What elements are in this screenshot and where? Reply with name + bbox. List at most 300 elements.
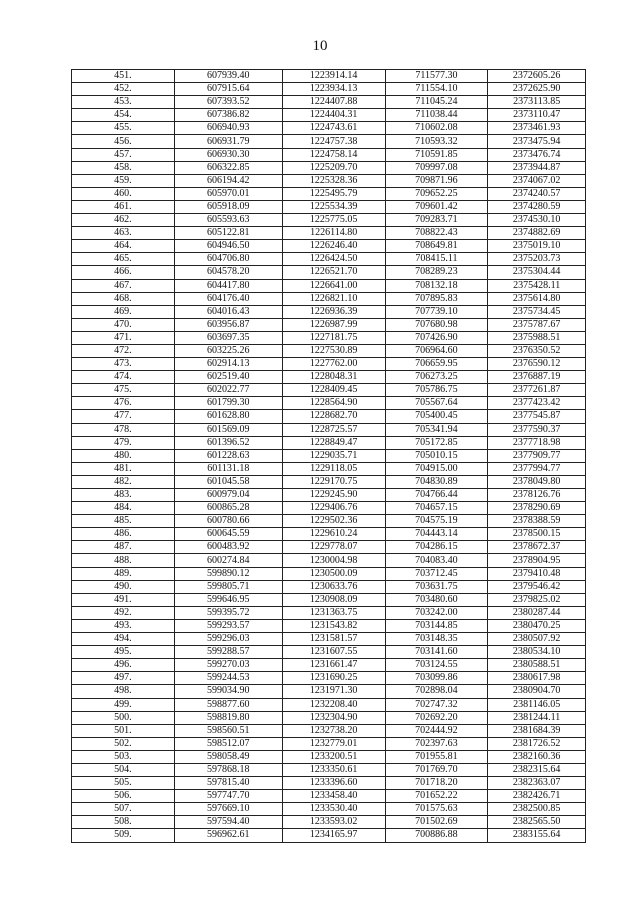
coord-x2-cell: 710602.08 (385, 122, 488, 135)
coord-x2-cell: 703144.85 (385, 619, 488, 632)
coord-y1-cell: 1233396.60 (282, 777, 385, 790)
coord-y2-cell: 2377545.87 (488, 410, 586, 423)
coord-y2-cell: 2377718.98 (488, 436, 586, 449)
coord-y1-cell: 1229502.36 (282, 515, 385, 528)
table-row (72, 331, 586, 344)
coord-x1-cell: 603697.35 (174, 331, 282, 344)
coord-y2-cell: 2380534.10 (488, 646, 586, 659)
point-number-cell: 491. (72, 593, 175, 606)
coord-x2-cell: 704575.19 (385, 515, 488, 528)
coord-x2-cell: 701955.81 (385, 750, 488, 763)
coordinates-table-body (72, 70, 586, 843)
coord-y2-cell: 2372625.90 (488, 83, 586, 96)
point-number-cell: 481. (72, 462, 175, 475)
coord-y1-cell: 1226424.50 (282, 253, 385, 266)
coord-x1-cell: 606931.79 (174, 135, 282, 148)
coord-y1-cell: 1223914.14 (282, 70, 385, 83)
coord-y2-cell: 2373476.74 (488, 148, 586, 161)
coord-x2-cell: 706273.25 (385, 371, 488, 384)
coord-y2-cell: 2377261.87 (488, 384, 586, 397)
coord-x2-cell: 704766.44 (385, 489, 488, 502)
coord-x1-cell: 599270.03 (174, 659, 282, 672)
table-row (72, 541, 586, 554)
point-number-cell: 505. (72, 777, 175, 790)
coord-y2-cell: 2375787.67 (488, 318, 586, 331)
coord-y1-cell: 1229778.07 (282, 541, 385, 554)
point-number-cell: 457. (72, 148, 175, 161)
coord-y2-cell: 2381244.11 (488, 711, 586, 724)
coord-y2-cell: 2374882.69 (488, 227, 586, 240)
coord-x1-cell: 606940.93 (174, 122, 282, 135)
coord-y2-cell: 2373113.85 (488, 96, 586, 109)
point-number-cell: 467. (72, 279, 175, 292)
coord-y2-cell: 2378290.69 (488, 502, 586, 515)
coord-y2-cell: 2381684.39 (488, 724, 586, 737)
coord-x1-cell: 607393.52 (174, 96, 282, 109)
coord-y2-cell: 2380588.51 (488, 659, 586, 672)
coord-y1-cell: 1224743.61 (282, 122, 385, 135)
coord-x1-cell: 607386.82 (174, 109, 282, 122)
table-row (72, 436, 586, 449)
coord-x1-cell: 600780.66 (174, 515, 282, 528)
coord-x2-cell: 708649.81 (385, 240, 488, 253)
table-row (72, 266, 586, 279)
table-row (72, 96, 586, 109)
coord-y1-cell: 1231607.55 (282, 646, 385, 659)
coord-y2-cell: 2383155.64 (488, 829, 586, 842)
coord-x1-cell: 600645.59 (174, 528, 282, 541)
point-number-cell: 453. (72, 96, 175, 109)
coord-y1-cell: 1229170.75 (282, 475, 385, 488)
coord-y2-cell: 2375734.45 (488, 305, 586, 318)
point-number-cell: 487. (72, 541, 175, 554)
coord-y1-cell: 1229245.90 (282, 489, 385, 502)
coord-y1-cell: 1229610.24 (282, 528, 385, 541)
coord-y1-cell: 1231690.25 (282, 672, 385, 685)
coord-x2-cell: 704443.14 (385, 528, 488, 541)
coord-x2-cell: 703141.60 (385, 646, 488, 659)
coord-x1-cell: 598512.07 (174, 737, 282, 750)
coord-x2-cell: 703480.60 (385, 593, 488, 606)
coord-x2-cell: 709652.25 (385, 187, 488, 200)
coord-y2-cell: 2380470.25 (488, 619, 586, 632)
point-number-cell: 458. (72, 161, 175, 174)
coord-x1-cell: 601228.63 (174, 449, 282, 462)
coord-x1-cell: 606194.42 (174, 174, 282, 187)
table-row (72, 122, 586, 135)
coord-y2-cell: 2378388.59 (488, 515, 586, 528)
coord-y2-cell: 2375304.44 (488, 266, 586, 279)
table-row (72, 672, 586, 685)
coord-y2-cell: 2382426.71 (488, 790, 586, 803)
coord-y2-cell: 2373461.93 (488, 122, 586, 135)
coord-y2-cell: 2380507.92 (488, 633, 586, 646)
point-number-cell: 474. (72, 371, 175, 384)
coord-x1-cell: 599805.71 (174, 580, 282, 593)
coord-x2-cell: 708289.23 (385, 266, 488, 279)
table-row (72, 528, 586, 541)
coord-x1-cell: 602022.77 (174, 384, 282, 397)
point-number-cell: 508. (72, 816, 175, 829)
point-number-cell: 472. (72, 344, 175, 357)
table-row (72, 633, 586, 646)
coord-x2-cell: 711577.30 (385, 70, 488, 83)
table-row (72, 371, 586, 384)
coord-x1-cell: 601799.30 (174, 397, 282, 410)
coord-y1-cell: 1227762.00 (282, 358, 385, 371)
point-number-cell: 469. (72, 305, 175, 318)
coord-y2-cell: 2375614.80 (488, 292, 586, 305)
coord-y1-cell: 1229118.05 (282, 462, 385, 475)
table-row (72, 253, 586, 266)
table-row (72, 70, 586, 83)
coord-y2-cell: 2380617.98 (488, 672, 586, 685)
coord-y1-cell: 1234165.97 (282, 829, 385, 842)
coord-y2-cell: 2378672.37 (488, 541, 586, 554)
coord-x1-cell: 598058.49 (174, 750, 282, 763)
coord-y1-cell: 1231661.47 (282, 659, 385, 672)
table-row (72, 593, 586, 606)
coord-y1-cell: 1231581.57 (282, 633, 385, 646)
coord-y1-cell: 1226821.10 (282, 292, 385, 305)
point-number-cell: 499. (72, 698, 175, 711)
coord-x2-cell: 711038.44 (385, 109, 488, 122)
coord-x1-cell: 597594.40 (174, 816, 282, 829)
point-number-cell: 478. (72, 423, 175, 436)
coord-x2-cell: 705010.15 (385, 449, 488, 462)
coord-y2-cell: 2373110.47 (488, 109, 586, 122)
coord-x2-cell: 702444.92 (385, 724, 488, 737)
point-number-cell: 492. (72, 606, 175, 619)
table-row (72, 606, 586, 619)
coord-y2-cell: 2375428.11 (488, 279, 586, 292)
coord-x1-cell: 602914.13 (174, 358, 282, 371)
table-row (72, 240, 586, 253)
coord-y2-cell: 2374530.10 (488, 214, 586, 227)
table-row (72, 515, 586, 528)
coord-y1-cell: 1229406.76 (282, 502, 385, 515)
coord-x1-cell: 602519.40 (174, 371, 282, 384)
point-number-cell: 484. (72, 502, 175, 515)
coord-y1-cell: 1224404.31 (282, 109, 385, 122)
table-row (72, 449, 586, 462)
point-number-cell: 490. (72, 580, 175, 593)
coord-x1-cell: 599288.57 (174, 646, 282, 659)
coord-y1-cell: 1228725.57 (282, 423, 385, 436)
table-row (72, 711, 586, 724)
point-number-cell: 468. (72, 292, 175, 305)
coord-y1-cell: 1230633.76 (282, 580, 385, 593)
coord-y1-cell: 1226521.70 (282, 266, 385, 279)
coord-x1-cell: 599296.03 (174, 633, 282, 646)
coord-y1-cell: 1232304.90 (282, 711, 385, 724)
point-number-cell: 470. (72, 318, 175, 331)
coord-x1-cell: 597868.18 (174, 763, 282, 776)
coord-x2-cell: 701769.70 (385, 763, 488, 776)
point-number-cell: 504. (72, 763, 175, 776)
coord-x1-cell: 604176.40 (174, 292, 282, 305)
coord-y2-cell: 2382500.85 (488, 803, 586, 816)
coord-y1-cell: 1233530.40 (282, 803, 385, 816)
coord-y2-cell: 2376590.12 (488, 358, 586, 371)
coord-y1-cell: 1231971.30 (282, 685, 385, 698)
coord-y2-cell: 2376350.52 (488, 344, 586, 357)
coord-x1-cell: 597815.40 (174, 777, 282, 790)
coord-y1-cell: 1233200.51 (282, 750, 385, 763)
point-number-cell: 456. (72, 135, 175, 148)
coord-x1-cell: 605918.09 (174, 200, 282, 213)
table-row (72, 462, 586, 475)
coord-x1-cell: 604578.20 (174, 266, 282, 279)
coord-y1-cell: 1228048.31 (282, 371, 385, 384)
coord-y2-cell: 2375988.51 (488, 331, 586, 344)
point-number-cell: 485. (72, 515, 175, 528)
coord-y1-cell: 1232208.40 (282, 698, 385, 711)
point-number-cell: 459. (72, 174, 175, 187)
table-row (72, 646, 586, 659)
coord-y2-cell: 2382565.50 (488, 816, 586, 829)
table-row (72, 148, 586, 161)
coord-y2-cell: 2380904.70 (488, 685, 586, 698)
point-number-cell: 488. (72, 554, 175, 567)
coord-x1-cell: 600483.92 (174, 541, 282, 554)
coord-x2-cell: 705786.75 (385, 384, 488, 397)
coord-x1-cell: 600865.28 (174, 502, 282, 515)
coord-y1-cell: 1228682.70 (282, 410, 385, 423)
coord-y2-cell: 2378904.95 (488, 554, 586, 567)
table-row (72, 318, 586, 331)
page-number: 10 (312, 38, 328, 54)
point-number-cell: 500. (72, 711, 175, 724)
coord-x2-cell: 708822.43 (385, 227, 488, 240)
coord-y1-cell: 1233458.40 (282, 790, 385, 803)
coord-y1-cell: 1230908.09 (282, 593, 385, 606)
table-row (72, 567, 586, 580)
coord-x2-cell: 705172.85 (385, 436, 488, 449)
coord-y1-cell: 1224757.38 (282, 135, 385, 148)
point-number-cell: 460. (72, 187, 175, 200)
table-row (72, 750, 586, 763)
coord-y2-cell: 2382315.64 (488, 763, 586, 776)
coord-x2-cell: 704286.15 (385, 541, 488, 554)
coord-y2-cell: 2376887.19 (488, 371, 586, 384)
coord-y1-cell: 1230500.09 (282, 567, 385, 580)
table-row (72, 161, 586, 174)
coord-x2-cell: 704830.89 (385, 475, 488, 488)
table-row (72, 135, 586, 148)
coord-y2-cell: 2373475.94 (488, 135, 586, 148)
coord-x1-cell: 596962.61 (174, 829, 282, 842)
coord-x1-cell: 607915.64 (174, 83, 282, 96)
table-row (72, 724, 586, 737)
coord-y1-cell: 1226114.80 (282, 227, 385, 240)
table-row (72, 489, 586, 502)
coord-x1-cell: 601396.52 (174, 436, 282, 449)
coord-y2-cell: 2374280.59 (488, 200, 586, 213)
point-number-cell: 493. (72, 619, 175, 632)
point-number-cell: 463. (72, 227, 175, 240)
coord-x1-cell: 600274.84 (174, 554, 282, 567)
coord-x2-cell: 710593.32 (385, 135, 488, 148)
coord-y1-cell: 1225495.79 (282, 187, 385, 200)
coord-x1-cell: 597669.10 (174, 803, 282, 816)
coord-x2-cell: 709997.08 (385, 161, 488, 174)
coord-x1-cell: 604706.80 (174, 253, 282, 266)
table-row (72, 659, 586, 672)
coord-y1-cell: 1225209.70 (282, 161, 385, 174)
coord-x1-cell: 605970.01 (174, 187, 282, 200)
coord-x2-cell: 708132.18 (385, 279, 488, 292)
table-row (72, 737, 586, 750)
coord-y2-cell: 2374067.02 (488, 174, 586, 187)
coord-x2-cell: 705341.94 (385, 423, 488, 436)
point-number-cell: 455. (72, 122, 175, 135)
coord-x2-cell: 703631.75 (385, 580, 488, 593)
coord-x1-cell: 600979.04 (174, 489, 282, 502)
coord-x2-cell: 702692.20 (385, 711, 488, 724)
table-row (72, 816, 586, 829)
coord-x1-cell: 604016.43 (174, 305, 282, 318)
table-row (72, 790, 586, 803)
coord-y2-cell: 2372605.26 (488, 70, 586, 83)
coord-y1-cell: 1233350.61 (282, 763, 385, 776)
table-row (72, 305, 586, 318)
coord-y1-cell: 1227181.75 (282, 331, 385, 344)
coord-y1-cell: 1226987.99 (282, 318, 385, 331)
table-row (72, 803, 586, 816)
coord-x2-cell: 706659.95 (385, 358, 488, 371)
coord-x2-cell: 707426.90 (385, 331, 488, 344)
point-number-cell: 482. (72, 475, 175, 488)
table-row (72, 174, 586, 187)
coord-x2-cell: 707895.83 (385, 292, 488, 305)
coord-y2-cell: 2382160.36 (488, 750, 586, 763)
coord-x2-cell: 709871.96 (385, 174, 488, 187)
coord-x1-cell: 601131.18 (174, 462, 282, 475)
coord-x2-cell: 702898.04 (385, 685, 488, 698)
coord-y1-cell: 1233593.02 (282, 816, 385, 829)
coord-x2-cell: 705567.64 (385, 397, 488, 410)
coord-x2-cell: 701718.20 (385, 777, 488, 790)
coord-x2-cell: 710591.85 (385, 148, 488, 161)
point-number-cell: 496. (72, 659, 175, 672)
point-number-cell: 494. (72, 633, 175, 646)
coord-y1-cell: 1228849.47 (282, 436, 385, 449)
point-number-cell: 507. (72, 803, 175, 816)
point-number-cell: 503. (72, 750, 175, 763)
coord-x2-cell: 707739.10 (385, 305, 488, 318)
coord-x1-cell: 599395.72 (174, 606, 282, 619)
table-row (72, 475, 586, 488)
coord-y2-cell: 2379825.02 (488, 593, 586, 606)
coord-x2-cell: 704083.40 (385, 554, 488, 567)
coord-y1-cell: 1232738.20 (282, 724, 385, 737)
coord-y2-cell: 2373944.87 (488, 161, 586, 174)
coord-x1-cell: 597747.70 (174, 790, 282, 803)
coord-x2-cell: 706964.60 (385, 344, 488, 357)
coord-x2-cell: 711554.10 (385, 83, 488, 96)
point-number-cell: 480. (72, 449, 175, 462)
coord-x1-cell: 599890.12 (174, 567, 282, 580)
coord-y2-cell: 2377994.77 (488, 462, 586, 475)
coord-x1-cell: 599293.57 (174, 619, 282, 632)
point-number-cell: 489. (72, 567, 175, 580)
coord-x1-cell: 605122.81 (174, 227, 282, 240)
coord-x1-cell: 598877.60 (174, 698, 282, 711)
coord-y2-cell: 2377423.42 (488, 397, 586, 410)
coord-x2-cell: 703124.55 (385, 659, 488, 672)
point-number-cell: 497. (72, 672, 175, 685)
point-number-cell: 509. (72, 829, 175, 842)
point-number-cell: 501. (72, 724, 175, 737)
coord-x2-cell: 705400.45 (385, 410, 488, 423)
table-row (72, 502, 586, 515)
coord-y1-cell: 1225534.39 (282, 200, 385, 213)
table-row (72, 698, 586, 711)
coord-y2-cell: 2374240.57 (488, 187, 586, 200)
coord-x1-cell: 599646.95 (174, 593, 282, 606)
table-row (72, 554, 586, 567)
coord-y2-cell: 2375019.10 (488, 240, 586, 253)
coord-x2-cell: 709283.71 (385, 214, 488, 227)
coord-x1-cell: 601628.80 (174, 410, 282, 423)
coord-x1-cell: 599034.90 (174, 685, 282, 698)
coord-y1-cell: 1228564.90 (282, 397, 385, 410)
coord-y1-cell: 1225775.05 (282, 214, 385, 227)
table-row (72, 200, 586, 213)
table-row (72, 580, 586, 593)
table-row (72, 410, 586, 423)
coord-y1-cell: 1224407.88 (282, 96, 385, 109)
coord-y1-cell: 1230004.98 (282, 554, 385, 567)
coord-x2-cell: 703099.86 (385, 672, 488, 685)
coord-x1-cell: 601045.58 (174, 475, 282, 488)
point-number-cell: 465. (72, 253, 175, 266)
point-number-cell: 461. (72, 200, 175, 213)
coord-y1-cell: 1226641.00 (282, 279, 385, 292)
point-number-cell: 498. (72, 685, 175, 698)
point-number-cell: 479. (72, 436, 175, 449)
table-row (72, 214, 586, 227)
coord-x2-cell: 709601.42 (385, 200, 488, 213)
coord-x2-cell: 701652.22 (385, 790, 488, 803)
coord-x2-cell: 702397.63 (385, 737, 488, 750)
point-number-cell: 452. (72, 83, 175, 96)
coord-x1-cell: 603225.26 (174, 344, 282, 357)
coord-y2-cell: 2380287.44 (488, 606, 586, 619)
coord-y1-cell: 1229035.71 (282, 449, 385, 462)
coord-x1-cell: 601569.09 (174, 423, 282, 436)
coord-y2-cell: 2381726.52 (488, 737, 586, 750)
coord-y1-cell: 1225328.36 (282, 174, 385, 187)
coord-x2-cell: 711045.24 (385, 96, 488, 109)
coord-x2-cell: 704915.00 (385, 462, 488, 475)
point-number-cell: 476. (72, 397, 175, 410)
coord-y2-cell: 2377909.77 (488, 449, 586, 462)
coord-y1-cell: 1231363.75 (282, 606, 385, 619)
coord-y1-cell: 1231543.82 (282, 619, 385, 632)
table-row (72, 829, 586, 842)
coord-y1-cell: 1223934.13 (282, 83, 385, 96)
coord-y1-cell: 1232779.01 (282, 737, 385, 750)
table-row (72, 187, 586, 200)
coord-x2-cell: 703242.00 (385, 606, 488, 619)
point-number-cell: 506. (72, 790, 175, 803)
coord-x2-cell: 702747.32 (385, 698, 488, 711)
table-row (72, 384, 586, 397)
table-row (72, 109, 586, 122)
table-row (72, 685, 586, 698)
